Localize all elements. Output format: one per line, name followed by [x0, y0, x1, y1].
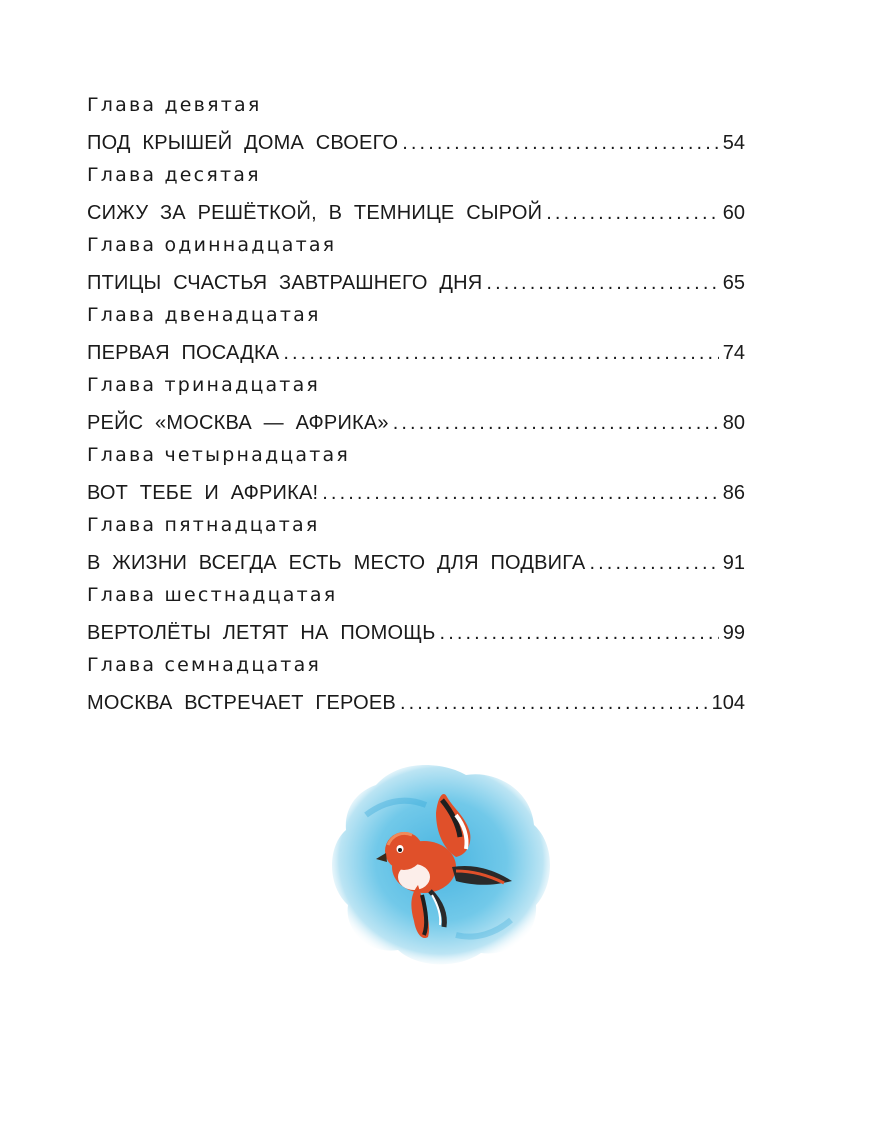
chapter-title-line: [87, 130, 745, 156]
chapter-label: Глава пятнадцатая: [87, 514, 320, 536]
chapter-label: Глава шестнадцатая: [87, 584, 338, 606]
table-of-contents: [87, 92, 745, 722]
toc-entry[interactable]: [87, 302, 745, 372]
chapter-title: ВОТ ТЕБЕ И АФРИКА!: [87, 482, 319, 504]
chapter-title: В ЖИЗНИ ВСЕГДА ЕСТЬ МЕСТО ДЛЯ ПОДВИГА: [87, 552, 586, 574]
page-number: 54: [722, 132, 745, 154]
toc-entry[interactable]: [87, 232, 745, 302]
dot-leader: [400, 690, 708, 716]
chapter-title-line: [87, 690, 745, 716]
chapter-label: Глава десятая: [87, 164, 261, 186]
chapter-title-line: [87, 410, 745, 436]
chapter-label: Глава двенадцатая: [87, 304, 321, 326]
toc-entry[interactable]: [87, 582, 745, 652]
chapter-title-line: [87, 550, 745, 576]
toc-entry[interactable]: [87, 162, 745, 232]
bird-illustration-svg: [306, 745, 568, 985]
dot-leader: [440, 620, 719, 646]
chapter-label: Глава девятая: [87, 94, 262, 116]
toc-entry[interactable]: [87, 92, 745, 162]
chapter-title: МОСКВА ВСТРЕЧАЕТ ГЕРОЕВ: [87, 692, 396, 714]
toc-entry[interactable]: [87, 442, 745, 512]
page-number: 60: [722, 202, 745, 224]
chapter-title: ВЕРТОЛЁТЫ ЛЕТЯТ НА ПОМОЩЬ: [87, 622, 436, 644]
chapter-title: ПЕРВАЯ ПОСАДКА: [87, 342, 280, 364]
chapter-title: ПОД КРЫШЕЙ ДОМА СВОЕГО: [87, 132, 399, 154]
chapter-label: Глава одиннадцатая: [87, 234, 337, 256]
chapter-label: Глава семнадцатая: [87, 654, 322, 676]
page-number: 99: [722, 622, 745, 644]
dot-leader: [546, 200, 719, 226]
chapter-label: Глава тринадцатая: [87, 374, 321, 396]
toc-entry[interactable]: [87, 652, 745, 722]
dot-leader: [283, 340, 718, 366]
chapter-title: СИЖУ ЗА РЕШЁТКОЙ, В ТЕМНИЦЕ СЫРОЙ: [87, 202, 543, 224]
page-number: 74: [722, 342, 745, 364]
chapter-title-line: [87, 200, 745, 226]
bird-illustration-icon: [306, 745, 568, 985]
dot-leader: [402, 130, 719, 156]
page-number: 65: [722, 272, 745, 294]
chapter-title-line: [87, 270, 745, 296]
dot-leader: [393, 410, 719, 436]
page-number: 80: [722, 412, 745, 434]
chapter-title: ПТИЦЫ СЧАСТЬЯ ЗАВТРАШНЕГО ДНЯ: [87, 272, 483, 294]
bird-head: [385, 832, 423, 870]
chapter-title: РЕЙС «МОСКВА — АФРИКА»: [87, 412, 389, 434]
chapter-title-line: [87, 340, 745, 366]
dot-leader: [322, 480, 718, 506]
chapter-title-line: [87, 480, 745, 506]
toc-entry[interactable]: [87, 512, 745, 582]
dot-leader: [486, 270, 718, 296]
page-number: 86: [722, 482, 745, 504]
dot-leader: [589, 550, 718, 576]
page-number: 104: [711, 692, 745, 714]
chapter-label: Глава четырнадцатая: [87, 444, 351, 466]
toc-entry[interactable]: [87, 372, 745, 442]
page-number: 91: [722, 552, 745, 574]
chapter-title-line: [87, 620, 745, 646]
